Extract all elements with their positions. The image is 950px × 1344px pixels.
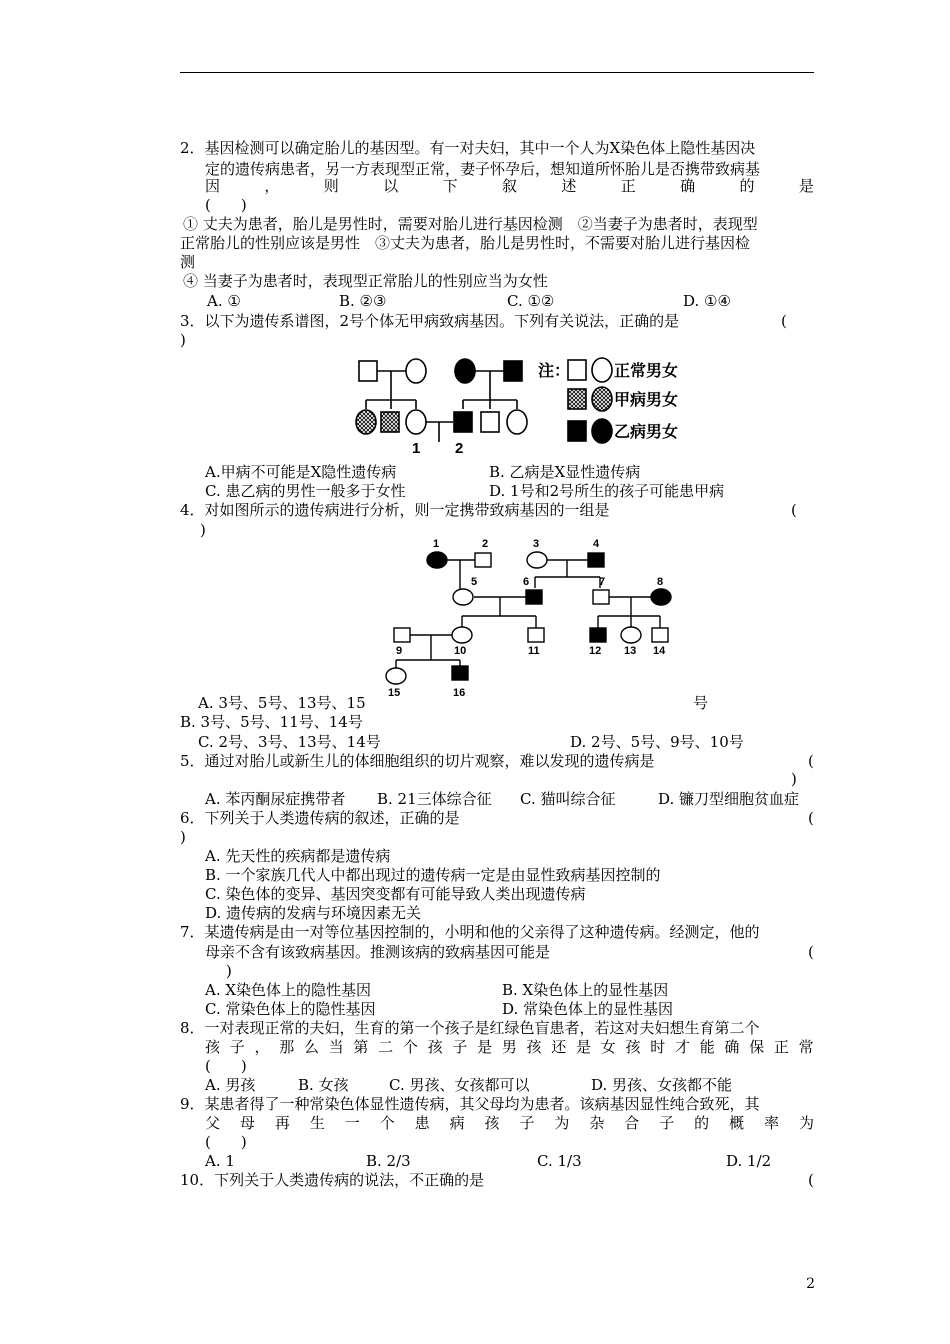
header-rule (180, 72, 814, 73)
q4-label-7: 7 (599, 576, 606, 588)
q7-paren-open: ( (808, 943, 814, 961)
q2-option-d: D. ①④ (683, 292, 731, 310)
q4-individual-7 (593, 590, 609, 604)
q5-option-a: A. 苯丙酮尿症携带者 (205, 790, 346, 808)
q4-individual-11 (528, 628, 544, 642)
q3-gen2-male-jia (381, 412, 399, 432)
q4-option-a: A. 3号、5号、13号、15 (198, 694, 366, 712)
q7-option-d: D. 常染色体上的显性基因 (502, 1000, 674, 1018)
q5-stem: 5．通过对胎儿或新生儿的体细胞组织的切片观察，难以发现的遗传病是 (180, 752, 655, 770)
q3-paren-open: ( (781, 312, 787, 330)
q4-label-10: 10 (454, 645, 467, 657)
q6-option-c: C. 染色体的变异、基因突变都有可能导致人类出现遗传病 (205, 885, 586, 903)
q4-individual-14 (652, 628, 668, 642)
q4-label-11: 11 (528, 645, 540, 657)
q4-label-6: 6 (523, 576, 530, 588)
q6-option-a: A. 先天性的疾病都是遗传病 (205, 847, 391, 865)
q4-option-b: B. 3号、5号、11号、14号 (180, 713, 363, 731)
q4-label-14: 14 (653, 645, 666, 657)
q4-label-2: 2 (482, 538, 489, 550)
q8-paren: ( ) (205, 1057, 247, 1075)
q2-line-1: 2．基因检测可以确定胎儿的基因型。有一对夫妇，其中一个人为X染色体上隐性基因决 (180, 139, 756, 157)
q7-option-a: A. X染色体上的隐性基因 (205, 981, 372, 999)
q3-gen1-male-normal (359, 361, 377, 381)
q4-label-15: 15 (388, 687, 401, 698)
q10-paren-open: ( (808, 1171, 814, 1189)
q4-label-12: 12 (589, 645, 602, 657)
q3-gen1-male-affected-yi (504, 361, 522, 381)
q3-legend-normal: 正常男女 (614, 363, 679, 380)
q9-option-c: C. 1/3 (537, 1152, 582, 1170)
q9-line-1: 9．某患者得了一种常染色体显性遗传病，其父母均为患者。该病基因显性纯合致死，其 (180, 1095, 760, 1113)
q2-line-6: 正常胎儿的性别应该是男性 ③丈夫为患者，胎儿是男性时，不需要对胎儿进行基因检 (180, 234, 751, 252)
q2-option-b: B. ②③ (339, 292, 387, 310)
q4-paren-open: ( (791, 501, 797, 519)
q4-individual-16 (452, 666, 468, 680)
q2-line-2: 定的遗传病患者，另一方表现型正常，妻子怀孕后，想知道所怀胎儿是否携带致病基 (205, 160, 761, 178)
q5-option-d: D. 镰刀型细胞贫血症 (658, 790, 800, 808)
q3-gen2-female-normal (507, 410, 527, 434)
q4-label-1: 1 (433, 538, 440, 550)
q8-option-a: A. 男孩 (205, 1076, 256, 1094)
q9-paren: ( ) (205, 1133, 247, 1151)
q7-option-c: C. 常染色体上的隐性基因 (205, 1000, 376, 1018)
q9-option-a: A. 1 (205, 1152, 235, 1170)
q7-option-b: B. X染色体上的显性基因 (502, 981, 669, 999)
q8-option-c: C. 男孩、女孩都可以 (389, 1076, 530, 1094)
q3-paren-close: ) (180, 331, 186, 349)
q4-individual-13 (621, 627, 641, 643)
q4-label-5: 5 (471, 576, 478, 588)
q4-individual-12 (590, 628, 606, 642)
q5-option-c: C. 猫叫综合征 (520, 790, 616, 808)
q4-individual-9 (394, 628, 410, 642)
q5-option-b: B. 21三体综合征 (377, 790, 492, 808)
q3-option-c: C. 患乙病的男性一般多于女性 (205, 482, 406, 500)
q4-option-a-tail: 号 (693, 694, 709, 712)
q2-line-5: ① 丈夫为患者，胎儿是男性时，需要对胎儿进行基因检测 ②当妻子为患者时，表现型 (183, 215, 758, 233)
q3-gen2-female-jia (356, 410, 376, 434)
q3-gen2-female-1 (406, 410, 426, 434)
q9-option-d: D. 1/2 (726, 1152, 772, 1170)
q2-option-c: C. ①② (507, 292, 555, 310)
q3-label-1: 1 (412, 440, 421, 455)
q4-individual-15 (386, 668, 406, 684)
q3-gen2-male-normal (481, 412, 499, 432)
q4-individual-2 (475, 553, 491, 567)
q4-individual-6 (526, 590, 542, 604)
q4-individual-4 (588, 553, 604, 567)
q4-individual-5 (453, 589, 473, 605)
q5-paren-close: ) (791, 770, 797, 788)
q6-option-b: B. 一个家族几代人中都出现过的遗传病一定是由显性致病基因控制的 (205, 866, 661, 884)
q6-option-d: D. 遗传病的发病与环境因素无关 (205, 904, 422, 922)
page-number: 2 (806, 1276, 815, 1292)
q8-option-d: D. 男孩、女孩都不能 (591, 1076, 733, 1094)
q3-gen1-female-affected-yi (455, 359, 475, 383)
q4-pedigree-figure (380, 536, 680, 698)
q4-label-9: 9 (396, 645, 403, 657)
q2-paren: ( ) (205, 196, 247, 214)
q3-gen2-male-2 (454, 412, 472, 432)
q7-paren-close: ) (226, 962, 232, 980)
q3-option-d: D. 1号和2号所生的孩子可能患甲病 (489, 482, 725, 500)
q2-line-7: 测 (180, 253, 196, 271)
q4-option-d: D. 2号、5号、9号、10号 (570, 733, 744, 751)
q3-label-2: 2 (455, 440, 464, 455)
q6-paren-open: ( (808, 809, 814, 827)
q4-paren-close: ) (200, 521, 206, 539)
q4-option-c: C. 2号、3号、13号、14号 (198, 733, 381, 751)
q6-stem: 6．下列关于人类遗传病的叙述，正确的是 (180, 809, 460, 827)
q4-label-4: 4 (593, 538, 600, 550)
q4-label-8: 8 (657, 576, 664, 588)
q3-option-a: A.甲病不可能是X隐性遗传病 (205, 463, 397, 481)
q3-legend-title: 注： (538, 363, 571, 380)
q10-stem: 10．下列关于人类遗传病的说法，不正确的是 (180, 1171, 485, 1189)
q3-pedigree-figure (350, 352, 690, 455)
q9-option-b: B. 2/3 (366, 1152, 411, 1170)
q2-line-3: 因 ， 则 以 下 叙 述 正 确 的 是 (205, 177, 814, 195)
q8-line-1: 8．一对表现正常的夫妇，生育的第一个孩子是红绿色盲患者，若这对夫妇想生育第二个 (180, 1019, 760, 1037)
q4-individual-3 (527, 552, 547, 568)
q4-individual-1 (427, 552, 447, 568)
q4-label-3: 3 (533, 538, 540, 550)
q4-label-13: 13 (624, 645, 637, 657)
q8-line-2: 孩 子 ， 那 么 当 第 二 个 孩 子 是 男 孩 还 是 女 孩 时 才 能 确 保 正 常 (205, 1038, 814, 1056)
q9-line-2: 父 母 再 生 一 个 患 病 孩 子 为 杂 合 子 的 概 率 为 (205, 1114, 814, 1132)
q3-legend-jia: 甲病男女 (614, 392, 679, 409)
q7-line-1: 7．某遗传病是由一对等位基因控制的，小明和他的父亲得了这种遗传病。经测定，他的 (180, 923, 760, 941)
q4-individual-8 (651, 589, 671, 605)
q3-stem: 3．以下为遗传系谱图，2号个体无甲病致病基因。下列有关说法，正确的是 (180, 312, 680, 330)
q3-gen1-female-normal (406, 359, 426, 383)
q4-individual-10 (452, 627, 472, 643)
q2-line-8: ④ 当妻子为患者时，表现型正常胎儿的性别应当为女性 (183, 272, 548, 290)
q8-option-b: B. 女孩 (298, 1076, 349, 1094)
q3-option-b: B. 乙病是X显性遗传病 (489, 463, 641, 481)
q5-paren-open: ( (808, 752, 814, 770)
q4-stem: 4．对如图所示的遗传病进行分析，则一定携带致病基因的一组是 (180, 501, 610, 519)
q4-label-16: 16 (453, 687, 466, 698)
q7-line-2: 母亲不含有该致病基因。推测该病的致病基因可能是 (205, 943, 551, 961)
q3-legend-yi: 乙病男女 (614, 424, 679, 441)
q2-option-a: A. ① (207, 292, 241, 310)
q6-paren-close: ) (180, 828, 186, 846)
